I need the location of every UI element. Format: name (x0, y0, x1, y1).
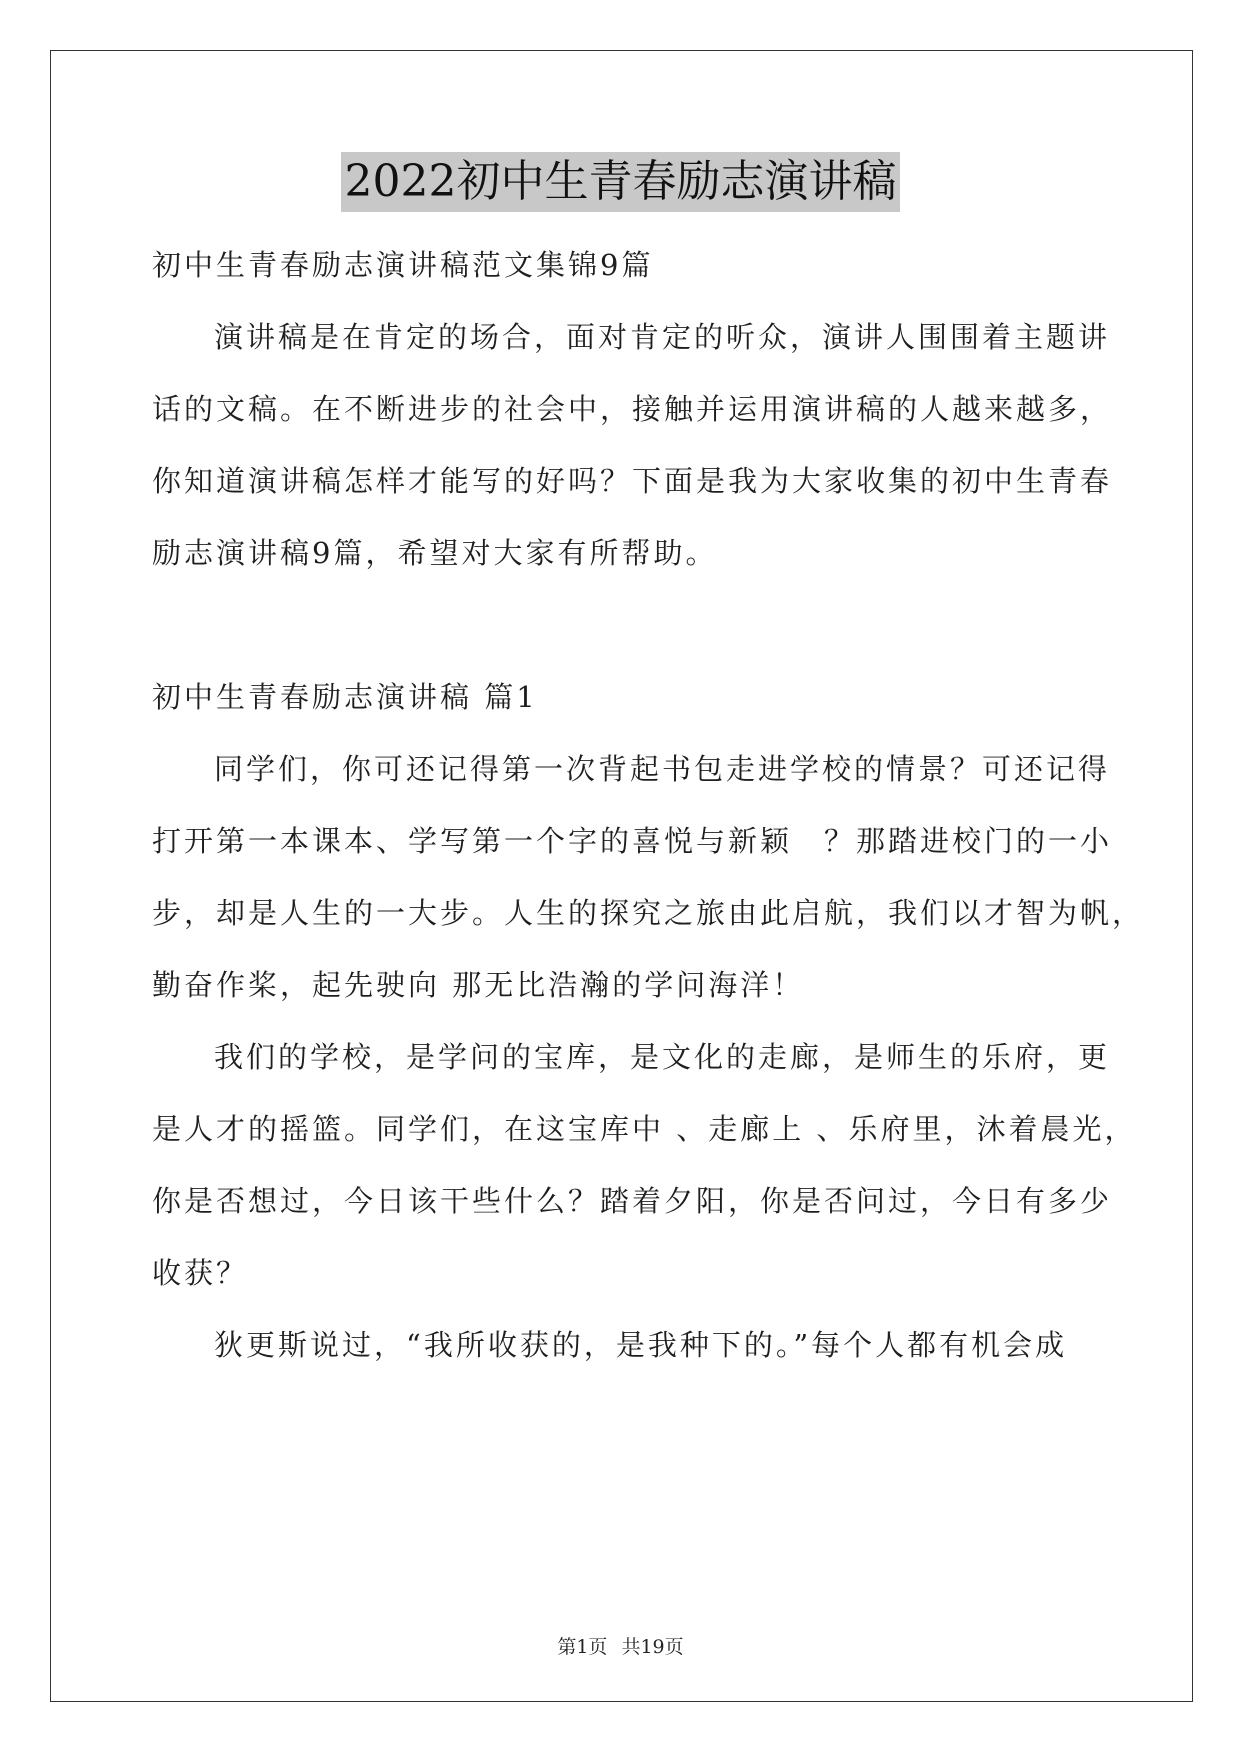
subtitle-line: 初中生青春励志演讲稿范文集锦9篇 (152, 248, 654, 282)
page-number: 第1页 (557, 1636, 608, 1658)
paragraph-line: 励志演讲稿9篇，希望对大家有所帮助。 (152, 536, 718, 570)
page-total: 共19页 (621, 1636, 684, 1658)
paragraph-line: 你是否想过，今日该干些什么？踏着夕阳，你是否问过，今日有多少 (152, 1184, 1113, 1218)
page-footer (0, 1632, 1241, 1659)
paragraph-line: 演讲稿是在肯定的场合，面对肯定的听众，演讲人围围着主题讲 (214, 320, 1111, 354)
paragraph-line: 我们的学校，是学问的宝库，是文化的走廊，是师生的乐府，更 (214, 1040, 1111, 1074)
paragraph-line: 收获？ (152, 1256, 249, 1290)
paragraph-line: 狄更斯说过，“我所收获的，是我种下的。”每个人都有机会成 (214, 1328, 1068, 1362)
paragraph-line: 打开第一本课本、学写第一个字的喜悦与新颖 ？那踏进校门的一小 (152, 824, 1113, 858)
page-border (50, 50, 1193, 1702)
paragraph-line: 步，却是人生的一大步。人生的探究之旅由此启航，我们以才智为帆， (152, 896, 1145, 930)
paragraph-line: 勤奋作桨，起先驶向 那无比浩瀚的学问海洋！ (152, 968, 805, 1002)
paragraph-line: 是人才的摇篮。同学们，在这宝库中 、走廊上 、乐府里，沐着晨光， (152, 1112, 1137, 1146)
section-heading: 初中生青春励志演讲稿 篇1 (152, 680, 538, 714)
title-container (0, 152, 1241, 212)
paragraph-line: 同学们，你可还记得第一次背起书包走进学校的情景？可还记得 (214, 752, 1111, 786)
paragraph-line: 话的文稿。在不断进步的社会中，接触并运用演讲稿的人越来越多， (152, 392, 1113, 426)
document-title: 2022初中生青春励志演讲稿 (341, 152, 901, 212)
paragraph-line: 你知道演讲稿怎样才能写的好吗？下面是我为大家收集的初中生青春 (152, 464, 1113, 498)
